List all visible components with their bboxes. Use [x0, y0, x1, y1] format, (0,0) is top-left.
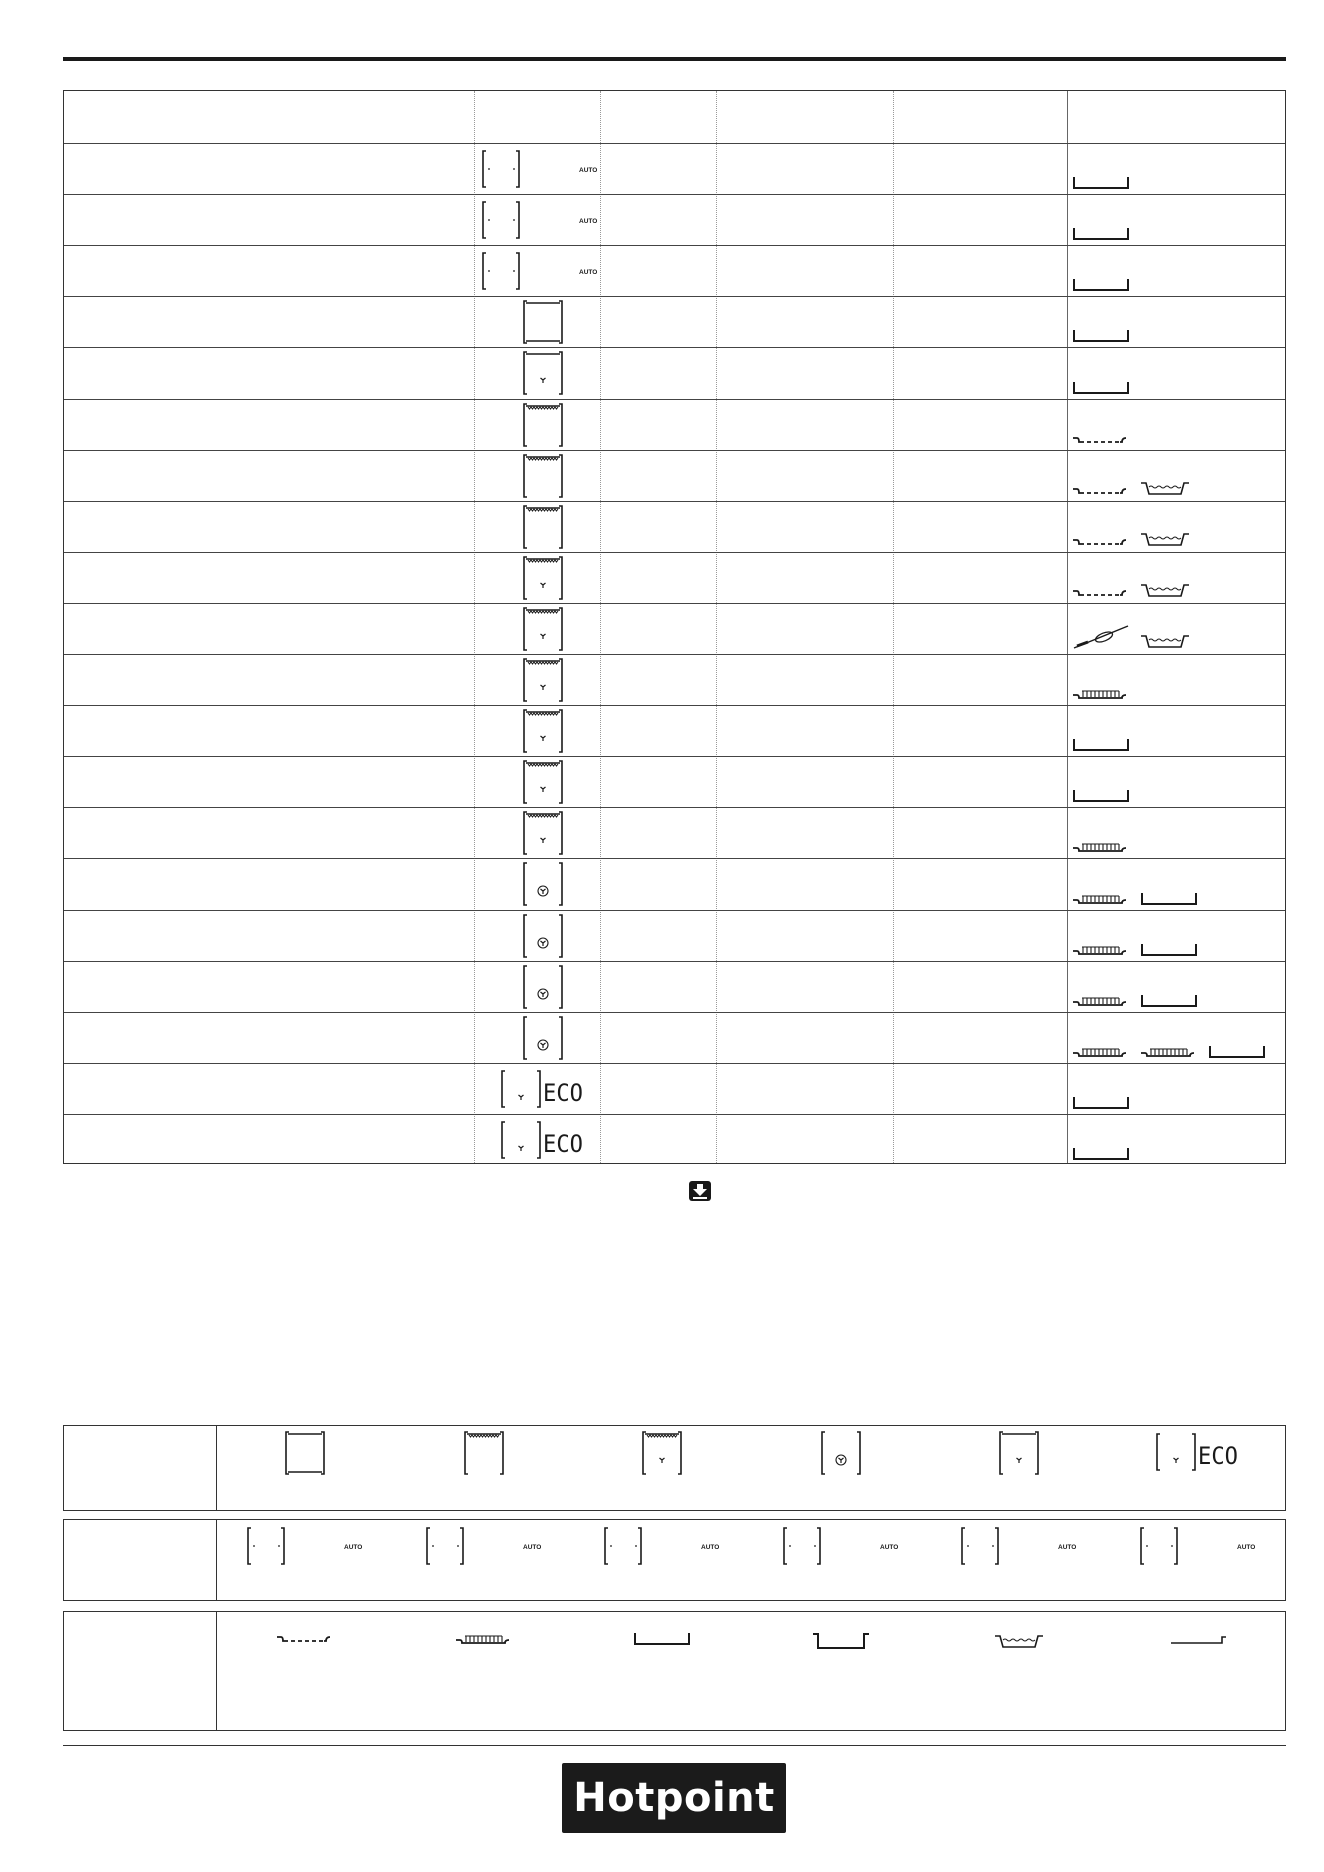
pan-icon	[1140, 479, 1190, 497]
forced-air-symbol-icon	[522, 861, 564, 907]
top-rule	[63, 57, 1286, 61]
tray-icon	[1208, 1045, 1266, 1059]
svg-text:AUTO: AUTO	[879, 1544, 898, 1551]
pan-icon	[1140, 581, 1190, 599]
rack-icon	[276, 1632, 334, 1650]
svg-text:AUTO: AUTO	[1058, 1544, 1077, 1551]
legend-auto	[63, 1519, 1286, 1601]
fan-bottom-symbol-icon	[998, 1430, 1040, 1481]
svg-text:AUTO: AUTO	[344, 1544, 363, 1551]
grill-rack-icon	[1072, 892, 1130, 906]
auto-symbol-icon	[246, 1524, 364, 1573]
deep-tray-icon	[812, 1632, 870, 1655]
tray-icon	[1072, 1096, 1130, 1110]
fan-bottom-symbol-icon	[522, 350, 564, 396]
svg-text:AUTO: AUTO	[701, 1544, 720, 1551]
download-icon	[688, 1180, 712, 1202]
grill-symbol-icon	[522, 402, 564, 448]
grill-symbol-icon	[522, 504, 564, 550]
tray-icon	[1072, 738, 1130, 752]
tray-icon	[1072, 329, 1130, 343]
pan-icon	[994, 1632, 1044, 1655]
grill-rack-icon	[455, 1632, 513, 1651]
auto-symbol-icon	[425, 1524, 543, 1573]
grill-symbol-icon	[522, 453, 564, 499]
grill-symbol-icon	[463, 1430, 505, 1481]
tray-icon	[633, 1632, 691, 1651]
grill-rack-icon	[1072, 840, 1130, 854]
turbo-grill-symbol-icon	[522, 810, 564, 856]
legend-label-col	[64, 1426, 217, 1510]
forced-air-symbol-icon	[820, 1430, 862, 1481]
tray-icon	[1072, 176, 1130, 190]
hotpoint-logo	[562, 1763, 786, 1833]
forced-air-symbol-icon	[522, 913, 564, 959]
turbo-grill-symbol-icon	[522, 759, 564, 805]
eco-symbol-icon	[501, 1118, 585, 1162]
spit-icon	[1072, 624, 1130, 650]
grill-rack-icon	[1072, 943, 1130, 957]
tray-icon	[1140, 994, 1198, 1008]
auto-symbol-icon	[782, 1524, 900, 1573]
svg-text:AUTO: AUTO	[522, 1544, 541, 1551]
conventional-symbol-icon	[522, 299, 564, 345]
rack-icon	[1072, 434, 1130, 446]
turbo-grill-symbol-icon	[641, 1430, 683, 1481]
svg-text:ECO: ECO	[543, 1129, 583, 1158]
rack-icon	[1072, 587, 1130, 599]
flat-tray-icon	[1169, 1632, 1227, 1650]
auto-symbol-icon	[603, 1524, 721, 1573]
svg-text:AUTO: AUTO	[579, 167, 598, 174]
svg-text:AUTO: AUTO	[579, 269, 598, 277]
pan-icon	[1140, 632, 1190, 650]
eco-symbol-icon	[501, 1067, 585, 1111]
forced-air-symbol-icon	[522, 964, 564, 1010]
auto-symbol-icon	[1139, 1524, 1257, 1573]
tray-icon	[1140, 943, 1198, 957]
svg-text:ECO: ECO	[543, 1078, 583, 1107]
forced-air-symbol-icon	[522, 1015, 564, 1061]
pan-icon	[1140, 530, 1190, 548]
tray-icon	[1072, 381, 1130, 395]
tray-icon	[1072, 789, 1130, 803]
legend-functions	[63, 1425, 1286, 1511]
grill-rack-icon	[1072, 1045, 1130, 1059]
svg-text:AUTO: AUTO	[579, 218, 598, 226]
auto-symbol-icon	[481, 198, 599, 242]
auto-symbol-icon	[481, 147, 599, 191]
svg-text:AUTO: AUTO	[1236, 1544, 1255, 1551]
auto-symbol-icon	[481, 249, 599, 293]
conventional-symbol-icon	[284, 1430, 326, 1481]
legend-label-col	[64, 1612, 217, 1730]
turbo-grill-symbol-icon	[522, 657, 564, 703]
turbo-grill-symbol-icon	[522, 555, 564, 601]
tray-icon	[1072, 1147, 1130, 1161]
tray-icon	[1140, 892, 1198, 906]
bottom-rule	[63, 1745, 1286, 1746]
turbo-grill-symbol-icon	[522, 708, 564, 754]
rack-icon	[1072, 536, 1130, 548]
rack-icon	[1072, 485, 1130, 497]
turbo-grill-symbol-icon	[522, 606, 564, 652]
legend-accessories	[63, 1611, 1286, 1731]
tray-icon	[1072, 227, 1130, 241]
function-table	[63, 90, 1286, 1164]
eco-symbol-icon	[1156, 1430, 1240, 1479]
tray-icon	[1072, 278, 1130, 292]
table-header-row	[64, 91, 1285, 143]
legend-label-col	[64, 1520, 217, 1600]
logo-text: Hotpoint	[573, 1775, 775, 1821]
auto-symbol-icon	[960, 1524, 1078, 1573]
grill-rack-icon	[1072, 994, 1130, 1008]
grill-rack-icon	[1072, 687, 1130, 701]
grill-rack-icon	[1140, 1045, 1198, 1059]
svg-text:ECO: ECO	[1197, 1442, 1238, 1470]
